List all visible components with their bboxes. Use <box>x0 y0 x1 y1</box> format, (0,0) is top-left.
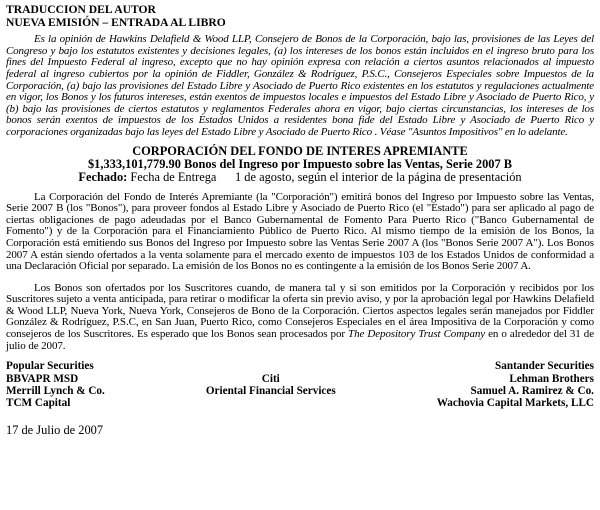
underwriter-name: Oriental Financial Services <box>205 385 336 398</box>
paragraph-offering <box>6 283 594 353</box>
offering-block <box>6 145 594 184</box>
offering-dated <box>6 171 594 184</box>
offering-title: CORPORACIÓN DEL FONDO DE INTERES APREMIANTE <box>132 143 468 158</box>
underwriter-name: Popular Securities <box>6 360 94 373</box>
dated-label: Fechado: <box>78 169 128 184</box>
underwriters-right-column <box>437 360 594 410</box>
underwriters-list <box>6 360 594 410</box>
paragraph-issuance <box>6 192 594 273</box>
underwriters-left-column <box>6 360 105 410</box>
underwriter-name: Wachovia Capital Markets, LLC <box>436 397 594 410</box>
dtc-name: The Depository Trust Company <box>348 328 486 341</box>
underwriter-name: Lehman Brothers <box>509 372 594 385</box>
paragraph-offering-text-a: Los Bonos son ofertados por los Suscritores cuando, de manera tal y si son emitidos por la Corporación y recibidos por los Suscritores sujeto a venta anticipada, para retirar o modificar la oferta sin previo aviso, y por la aprobación legal por Hawkins Delafield & Wood LLP, Nueva York, Nueva York, Consejeros de Bono de la Corporación. Ciertos aspectos legales serán manejados por Fiddler González & Rodríguez, P.S.C, en San Juan, Puerto Rico, como Consejeros Especiales en el área Impositiva de la Corporación y como consejeros de los Suscritores. Es esperado que los Bonos sean procesados por <box>6 281 594 341</box>
underwriter-name: Santander Securities <box>495 360 594 373</box>
underwriter-name: Merrill Lynch & Co. <box>6 385 105 398</box>
document-date: 17 de Julio de 2007 <box>6 422 104 437</box>
paragraph-offering-text-b: en o alrededor del 31 de julio de 2007. <box>6 328 594 352</box>
underwriter-name: TCM Capital <box>6 397 71 410</box>
underwriter-name: BBVAPR MSD <box>6 372 79 385</box>
legal-opinion-text: Es la opinión de Hawkins Delafield & Wood LLP, Consejero de Bonos de la Corporación, bajo las, provisiones de las Leyes del Congreso y bajo los estatutos existentes y decisiones legales, (a) los intereses de los bonos están incluidos en el ingreso bruto para los fines del Impuesto Federal al ingreso, excepto que no hay opinión expresa con relación a ciertos asuntos relacionados al impuesto federal al ingreso cubiertos por la opinión de Fiddler, González & Rodríguez, P.S.C., Consejeros Especiales sobre Impuestos de la Corporación, (a) bajo las provisiones del Estado Libre y Asociado de Puerto Rico existentes en los estatutos y regulaciones actualmente en vigor, los Bonos y los futuros intereses, están exentos de impuestos locales e impuestos del Estado Libre y Asociado de Puerto Rico, y (b) bajo las provisiones de ciertos estatutos y reglamentos Federales ahora en vigor, bajo ciertas circunstancias, los intereses de los bonos serán exentos de impuestos de los Estados Unidos a residentes bona fide del Estado Libre y Asociado de Puerto Rico y corporaciones organizadas bajo las leyes del Estado Libre y Asociado de Puerto Rico . Véase "Asuntos Impositivos" en lo adelante. <box>6 33 594 138</box>
header-line-2: NUEVA EMISIÓN – ENTRADA AL LIBRO <box>6 15 226 29</box>
offering-amount: $1,333,101,779.90 Bonos del Ingreso por Impuesto sobre las Ventas, Serie 2007 B <box>87 156 513 171</box>
underwriter-name: Samuel A. Ramirez & Co. <box>470 385 594 398</box>
underwriter-name: Citi <box>261 372 280 385</box>
header-line-1: TRADUCCION DEL AUTOR <box>6 3 156 16</box>
legal-opinion-paragraph <box>6 34 594 138</box>
dated-value: Fecha de Entrega 1 de agosto, según el interior de la página de presentación <box>130 169 522 184</box>
underwriters-center-column <box>206 360 336 410</box>
paragraph-issuance-text: La Corporación del Fondo de Interés Apremiante (la "Corporación") emitirá bonos del Ingreso por Impuesto sobre las Ventas, Serie 2007 B (los "Bonos"), para proveer fondos al Estado Libre y Asociado de Puerto Rico (el "Estado") para ser aplicado al pago de ciertas obligaciones de pago adeudadas por el Banco Gubernamental de Fomento Para Puerto Rico ("Banco Gubernamental de Fomento") y de la Corporación para el Financiamiento Público de Puerto Rico. Al mismo tiempo de la emisión de los Bonos, la Corporación está emitiendo sus Bonos del Ingreso por Impuesto sobre las Ventas Serie 2007 A (los "Bonos Serie 2007 A"). Los Bonos 2007 A están siendo ofertados a la venta solamente para el mercado exento de impuestos 103 de los Estados Unidos de conformidad a una Declaración Oficial por separado. La emisión de los Bonos no es contingente a la emisión de los Bonos Serie 2007 A. <box>6 190 594 273</box>
